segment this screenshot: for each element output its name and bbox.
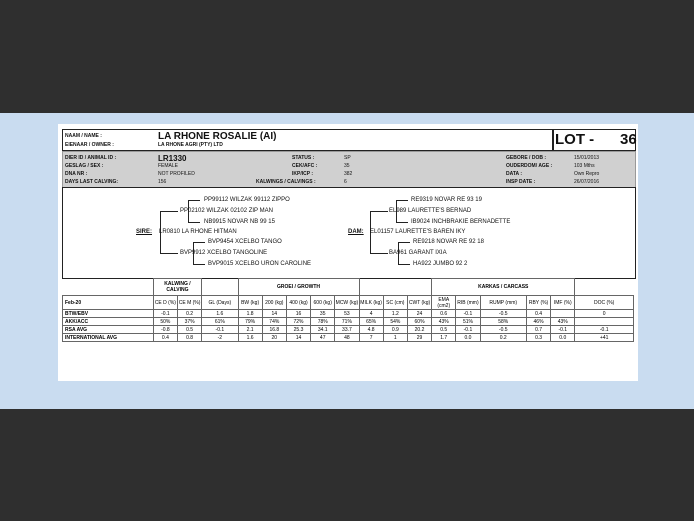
table-cell: 46% bbox=[526, 318, 550, 326]
table-cell: 51% bbox=[456, 318, 480, 326]
performance-table-body bbox=[63, 310, 634, 342]
column-header: BW (kg) bbox=[238, 296, 262, 310]
table-cell: 4 bbox=[359, 310, 383, 318]
table-cell: 1.7 bbox=[432, 334, 456, 342]
table-cell: 7 bbox=[359, 334, 383, 342]
table-cell: 54% bbox=[383, 318, 407, 326]
table-cell: 47 bbox=[311, 334, 335, 342]
table-cell: -0.8 bbox=[153, 326, 177, 334]
pedigree-line bbox=[396, 222, 408, 223]
sire-sire-dam-name: NB9915 NOVAR NB 99 15 bbox=[204, 219, 275, 225]
pedigree-line bbox=[193, 242, 205, 243]
pedigree-line bbox=[398, 242, 410, 243]
table-cell: 2.1 bbox=[238, 326, 262, 334]
table-cell: +41 bbox=[575, 334, 634, 342]
dam-dam-name: BA961 GARANT IXIA bbox=[389, 250, 447, 256]
table-cell: 72% bbox=[286, 318, 310, 326]
animal-record-sheet bbox=[58, 124, 638, 381]
table-cell: 50% bbox=[153, 318, 177, 326]
sire-label: SIRE: bbox=[136, 229, 153, 235]
table-cell: 0.8 bbox=[177, 334, 201, 342]
table-row bbox=[63, 334, 634, 342]
table-cell: 16 bbox=[286, 310, 310, 318]
name-label: NAAM / NAME : bbox=[65, 133, 102, 139]
column-header: IMF (%) bbox=[551, 296, 575, 310]
column-header: CE M (%) bbox=[177, 296, 201, 310]
table-cell: 0 bbox=[575, 310, 634, 318]
table-cell: -0.1 bbox=[456, 310, 480, 318]
dam-dam-sire-name: RE9218 NOVAR RE 92 18 bbox=[413, 239, 484, 245]
table-cell: 0.6 bbox=[432, 310, 456, 318]
pedigree-line bbox=[188, 222, 200, 223]
carcass-group-header: KARKAS / CARCASS bbox=[432, 279, 575, 296]
row-label: INTERNATIONAL AVG bbox=[63, 334, 154, 342]
table-cell: 0.2 bbox=[177, 310, 201, 318]
sex-label: GESLAG / SEX : bbox=[65, 163, 104, 169]
animal-id-label: DIER ID / ANIMAL ID : bbox=[65, 155, 117, 161]
dob-label: GEBORE / DOB : bbox=[506, 155, 547, 161]
column-header: CWT (kg) bbox=[407, 296, 431, 310]
icp-value: 382 bbox=[344, 171, 353, 177]
data-value: Own Repro bbox=[574, 171, 600, 177]
afc-value: 35 bbox=[344, 163, 350, 169]
pedigree-line bbox=[398, 264, 410, 265]
table-cell: 79% bbox=[238, 318, 262, 326]
table-cell: 0.7 bbox=[526, 326, 550, 334]
sire-name: LR0810 LA RHONE HITMAN bbox=[159, 229, 237, 235]
animal-name: LA RHONE ROSALIE (AI) bbox=[158, 131, 277, 142]
table-cell: 14 bbox=[286, 334, 310, 342]
table-cell: 43% bbox=[432, 318, 456, 326]
table-cell: 0.2 bbox=[480, 334, 526, 342]
column-header: EMA (cm2) bbox=[432, 296, 456, 310]
pedigree-line bbox=[193, 264, 205, 265]
table-cell: -0.5 bbox=[480, 310, 526, 318]
table-cell: 0.0 bbox=[551, 334, 575, 342]
column-header: DOC (%) bbox=[575, 296, 634, 310]
table-spacer bbox=[575, 279, 634, 296]
table-cell: 1.6 bbox=[202, 310, 238, 318]
dna-value: NOT PROFILED bbox=[158, 171, 195, 177]
calving-group-header: KALWING / CALVING bbox=[153, 279, 201, 296]
table-group-row bbox=[63, 279, 634, 296]
table-cell: 0.4 bbox=[526, 310, 550, 318]
age-label: OUDERDOM/ AGE : bbox=[506, 163, 553, 169]
data-label: DATA : bbox=[506, 171, 523, 177]
status-label: STATUS : bbox=[292, 155, 315, 161]
sire-dam-name: BVP9912 XCELBO TANGOLINE bbox=[180, 250, 268, 256]
table-cell: 20 bbox=[262, 334, 286, 342]
table-column-header-row bbox=[63, 296, 634, 310]
table-cell: 1.8 bbox=[238, 310, 262, 318]
pedigree-line bbox=[160, 253, 178, 254]
table-cell: 61% bbox=[202, 318, 238, 326]
table-spacer bbox=[202, 279, 238, 296]
dam-label: DAM: bbox=[348, 229, 364, 235]
column-header: 200 (kg) bbox=[262, 296, 286, 310]
header-box bbox=[62, 129, 554, 151]
table-cell: 0.3 bbox=[526, 334, 550, 342]
table-cell bbox=[551, 310, 575, 318]
insp-date-value: 26/07/2016 bbox=[574, 179, 600, 185]
dam-sire-dam-name: IB9024 INCHBRAKIE BERNADETTE bbox=[411, 219, 511, 225]
table-cell: 35 bbox=[311, 310, 335, 318]
table-cell: 25.3 bbox=[286, 326, 310, 334]
table-cell: 4.8 bbox=[359, 326, 383, 334]
performance-table bbox=[62, 278, 634, 342]
dam-sire-name: EL989 LAURETTE'S BERNAD bbox=[389, 208, 472, 214]
table-row bbox=[63, 318, 634, 326]
table-cell: -2 bbox=[202, 334, 238, 342]
table-cell: 0.5 bbox=[432, 326, 456, 334]
table-cell: 14 bbox=[262, 310, 286, 318]
animal-id-value: LR1330 bbox=[158, 154, 187, 163]
row-label: AKK/ACC bbox=[63, 318, 154, 326]
growth-group-header: GROEI / GROWTH bbox=[238, 279, 359, 296]
calvings-value: 6 bbox=[344, 179, 347, 185]
table-cell: 0.5 bbox=[177, 326, 201, 334]
icp-label: IKP/ICP : bbox=[292, 171, 314, 177]
table-cell: -0.5 bbox=[480, 326, 526, 334]
table-spacer bbox=[359, 279, 432, 296]
sire-dam-sire-name: BVP9454 XCELBO TANGO bbox=[208, 239, 282, 245]
lot-label: LOT - bbox=[555, 131, 595, 148]
table-cell: 60% bbox=[407, 318, 431, 326]
column-header: 400 (kg) bbox=[286, 296, 310, 310]
column-header: RBY (%) bbox=[526, 296, 550, 310]
table-row bbox=[63, 326, 634, 334]
table-cell: 65% bbox=[359, 318, 383, 326]
table-cell: 0.9 bbox=[383, 326, 407, 334]
dam-dam-dam-name: HA922 JUMBO 92 2 bbox=[413, 261, 468, 267]
sire-sire-name: PP02102 WILZAK 02102 ZIP MAN bbox=[180, 208, 273, 214]
column-header: RIB (mm) bbox=[456, 296, 480, 310]
table-cell: 1.2 bbox=[383, 310, 407, 318]
pedigree-line bbox=[396, 200, 408, 201]
sire-sire-sire-name: PP99112 WILZAK 99112 ZIPPO bbox=[204, 197, 290, 203]
table-row bbox=[63, 310, 634, 318]
table-cell: 0.4 bbox=[153, 334, 177, 342]
days-last-calving-label: DAYS LAST CALVING: bbox=[65, 179, 119, 185]
table-cell: 43% bbox=[551, 318, 575, 326]
row-label: BTW/EBV bbox=[63, 310, 154, 318]
column-header: RUMP (mm) bbox=[480, 296, 526, 310]
table-cell: 1.6 bbox=[238, 334, 262, 342]
column-header: GL (Days) bbox=[202, 296, 238, 310]
table-cell: 29 bbox=[407, 334, 431, 342]
column-header: MILK (kg) bbox=[359, 296, 383, 310]
days-last-calving-value: 156 bbox=[158, 179, 167, 185]
dna-label: DNA NR : bbox=[65, 171, 88, 177]
table-cell: -0.1 bbox=[575, 326, 634, 334]
table-cell bbox=[575, 318, 634, 326]
insp-date-label: INSP DATE : bbox=[506, 179, 536, 185]
table-cell: 48 bbox=[335, 334, 359, 342]
table-cell: 0.0 bbox=[456, 334, 480, 342]
table-cell: -0.1 bbox=[153, 310, 177, 318]
afc-label: CEK/AFC : bbox=[292, 163, 318, 169]
table-cell: 74% bbox=[262, 318, 286, 326]
row-label-header: Feb-20 bbox=[63, 296, 154, 310]
table-cell: 34.1 bbox=[311, 326, 335, 334]
sire-dam-dam-name: BVP9015 XCELBO URON CAROLINE bbox=[208, 261, 312, 267]
owner-name: LA RHONE AGRI (PTY) LTD bbox=[158, 142, 223, 148]
table-cell: 71% bbox=[335, 318, 359, 326]
column-header: SC (cm) bbox=[383, 296, 407, 310]
pedigree-line bbox=[188, 200, 200, 201]
table-corner bbox=[63, 279, 154, 296]
table-cell: 24 bbox=[407, 310, 431, 318]
table-cell: 37% bbox=[177, 318, 201, 326]
table-cell: 16.8 bbox=[262, 326, 286, 334]
table-cell: 53 bbox=[335, 310, 359, 318]
age-value: 103 Mths bbox=[574, 163, 595, 169]
sex-value: FEMALE bbox=[158, 163, 179, 169]
column-header: CE D (%) bbox=[153, 296, 177, 310]
column-header: 600 (kg) bbox=[311, 296, 335, 310]
dam-name: EL01157 LAURETTE'S BAREN IKY bbox=[370, 229, 466, 235]
dob-value: 15/01/2013 bbox=[574, 155, 600, 161]
pedigree-line bbox=[370, 253, 388, 254]
table-cell: 78% bbox=[311, 318, 335, 326]
owner-label: EIENAAR / OWNER : bbox=[65, 142, 114, 148]
column-header: MCW (kg) bbox=[335, 296, 359, 310]
calvings-label: KALWINGS / CALVINGS : bbox=[256, 179, 316, 185]
pedigree-line bbox=[370, 211, 388, 212]
table-cell: -0.1 bbox=[456, 326, 480, 334]
row-label: RSA AVG bbox=[63, 326, 154, 334]
table-cell: 33.7 bbox=[335, 326, 359, 334]
table-cell: -0.1 bbox=[202, 326, 238, 334]
dam-sire-sire-name: RE9319 NOVAR RE 93 19 bbox=[411, 197, 482, 203]
table-cell: -0.1 bbox=[551, 326, 575, 334]
table-cell: 58% bbox=[480, 318, 526, 326]
table-cell: 1 bbox=[383, 334, 407, 342]
status-value: SP bbox=[344, 155, 351, 161]
table-cell: 20.2 bbox=[407, 326, 431, 334]
lot-number: 36 bbox=[620, 131, 637, 148]
pedigree-line bbox=[160, 211, 178, 212]
